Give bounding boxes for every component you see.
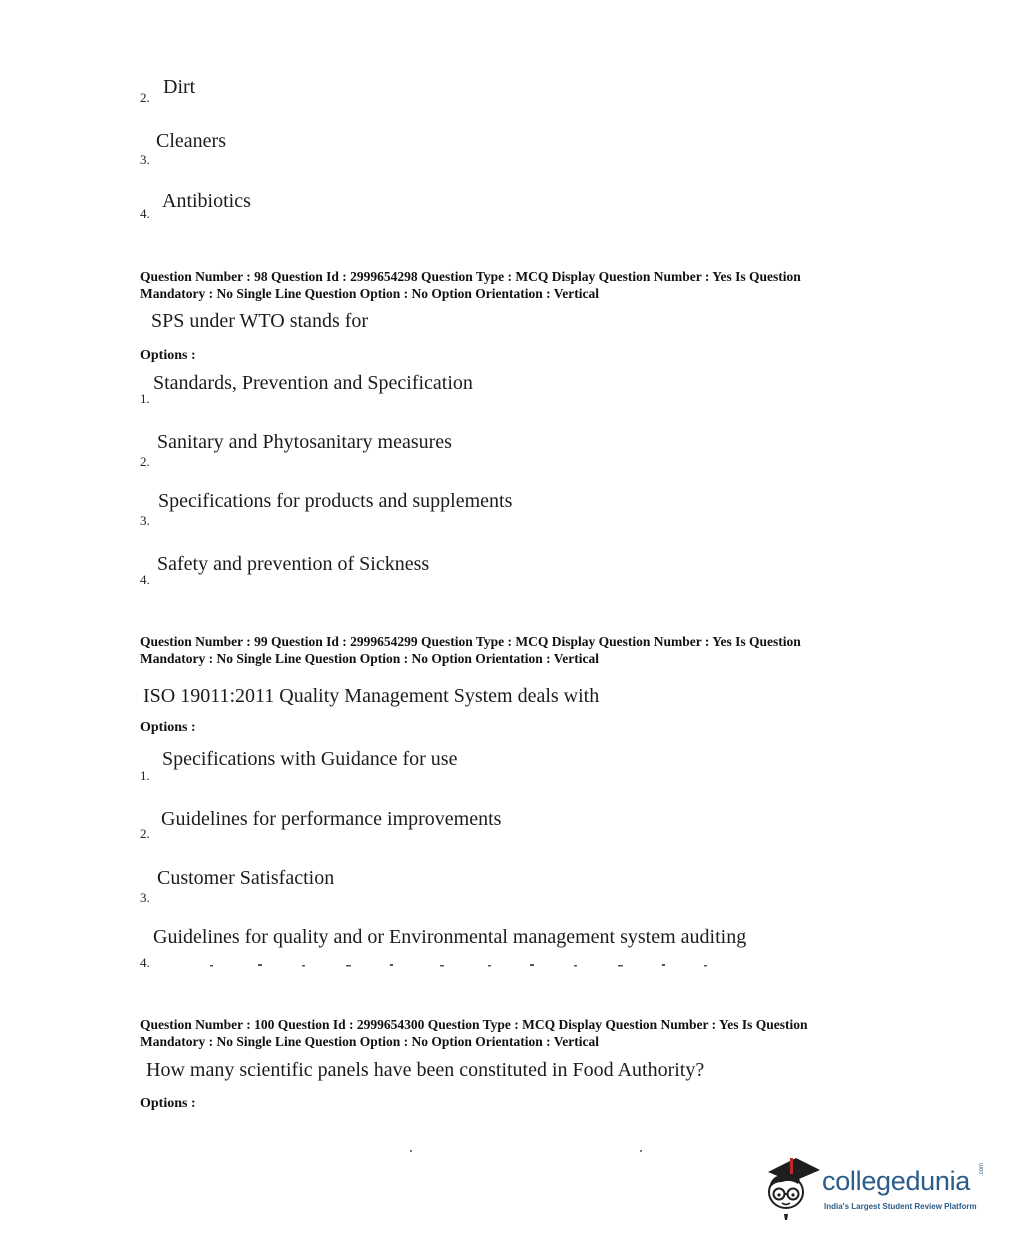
option-number: 3. [140, 890, 150, 905]
option-text: Sanitary and Phytosanitary measures [157, 431, 452, 453]
question-text: ISO 19011:2011 Quality Management System deals with [143, 685, 600, 707]
question-meta-line: Question Number : 99 Question Id : 2999654299 Question Type : MCQ Display Question Number : Yes Is Question [140, 634, 801, 649]
option-number: 3. [140, 513, 150, 528]
scan-artifact [400, 1148, 660, 1154]
option-text: Antibiotics [162, 190, 251, 212]
option-text: Customer Satisfaction [157, 867, 335, 889]
option-text: Guidelines for performance improvements [161, 808, 502, 830]
option-text: Specifications for products and supplements [158, 490, 513, 512]
mascot-icon [762, 1152, 824, 1222]
option-text: Specifications with Guidance for use [162, 748, 458, 770]
question-meta-line: Mandatory : No Single Line Question Option : No Option Orientation : Vertical [140, 1034, 600, 1049]
option-number: 1. [140, 768, 150, 783]
question-text: How many scientific panels have been constituted in Food Authority? [146, 1059, 705, 1081]
option-number: 2. [140, 826, 150, 841]
question-meta-line: Mandatory : No Single Line Question Option : No Option Orientation : Vertical [140, 651, 600, 666]
question-meta-line: Question Number : 98 Question Id : 2999654298 Question Type : MCQ Display Question Number : Yes Is Question [140, 269, 801, 284]
option-number: 4. [140, 955, 150, 970]
option-text: Guidelines for quality and or Environmental management system auditing [153, 926, 747, 948]
option-number: 3. [140, 152, 150, 167]
option-number: 4. [140, 572, 150, 587]
options-label: Options : [140, 1096, 196, 1111]
option-number: 1. [140, 391, 150, 406]
option-text: Cleaners [156, 130, 226, 152]
option-number: 2. [140, 90, 150, 105]
option-number: 2. [140, 454, 150, 469]
option-number: 4. [140, 206, 150, 221]
options-label: Options : [140, 348, 196, 363]
question-meta-line: Mandatory : No Single Line Question Option : No Option Orientation : Vertical [140, 286, 600, 301]
logo-tagline: India's Largest Student Review Platform [824, 1202, 977, 1211]
logo-domain-suffix: .com [979, 1162, 985, 1176]
scan-artifact [170, 962, 730, 968]
question-meta-line: Question Number : 100 Question Id : 2999654300 Question Type : MCQ Display Question Number : Yes Is Question [140, 1017, 808, 1032]
option-text: Dirt [163, 76, 196, 98]
question-meta [140, 1016, 808, 1050]
question-meta [140, 268, 801, 302]
option-text: Safety and prevention of Sickness [157, 553, 430, 575]
options-label: Options : [140, 720, 196, 735]
option-text: Standards, Prevention and Specification [153, 372, 473, 394]
question-text: SPS under WTO stands for [151, 310, 369, 332]
collegedunia-logo [762, 1152, 992, 1222]
question-meta [140, 633, 801, 667]
logo-wordmark: collegedunia [822, 1166, 971, 1196]
